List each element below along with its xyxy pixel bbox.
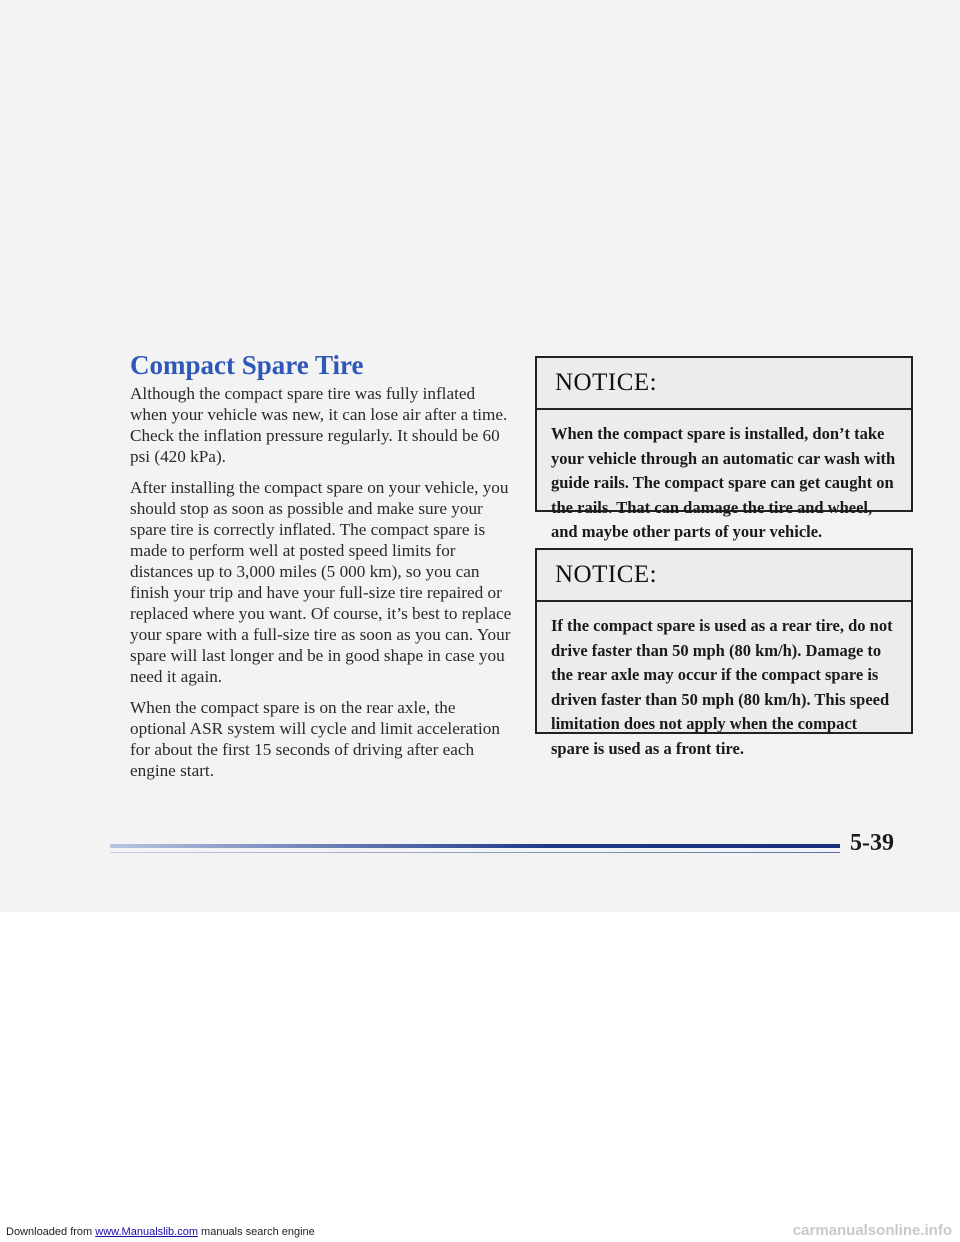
footer-rule-thin bbox=[110, 852, 840, 853]
footer-prefix: Downloaded from bbox=[6, 1226, 96, 1238]
paragraph-asr: When the compact spare is on the rear axle, the optional ASR system will cycle and limit acceleration for about the first 15 seconds of driving after each engine start. bbox=[130, 698, 500, 780]
page-number: 5-39 bbox=[850, 830, 894, 856]
paragraph-after-installing: After installing the compact spare on your vehicle, you should stop as soon as possible and make sure your spare tire is correctly inflated. The compact spare is made to perform well at posted speed limits for distances up to 3,000 miles (5 000 km), so you can finish your trip and have your full-size tire repaired or replaced where you want. Of course, it’s best to replace your spare with a full-size tire as soon as you can. Your spare will last longer and be in good shape in case you need it again. bbox=[130, 478, 512, 686]
section-title: Compact Spare Tire bbox=[130, 350, 364, 380]
footer-rule bbox=[110, 844, 840, 848]
notice-heading: NOTICE: bbox=[537, 550, 911, 602]
body-text-column bbox=[130, 383, 512, 791]
notice-heading: NOTICE: bbox=[537, 358, 911, 410]
manualslib-link[interactable]: www.Manualslib.com bbox=[95, 1226, 198, 1238]
watermark-text: carmanualsonline.info bbox=[792, 1222, 952, 1239]
notice-text: When the compact spare is installed, don’t take your vehicle through an automatic car wash with guide rails. The compact spare can get caught on the rails. That can damage the tire and wheel, and maybe other parts of your vehicle. bbox=[551, 424, 896, 541]
notice-box-car-wash bbox=[535, 356, 913, 541]
notice-text: If the compact spare is used as a rear tire, do not drive faster than 50 mph (80 km/h). Damage to the rear axle may occur if the compact spare is driven faster than 50 mph (80 km/h). This speed limitation does not apply when the compact spare is used as a front tire. bbox=[551, 616, 893, 758]
paragraph-inflation: Although the compact spare tire was fully inflated when your vehicle was new, it can lose air after a time. Check the inflation pressure regularly. It should be 60 psi (420 kPa). bbox=[130, 384, 508, 466]
footer-suffix: manuals search engine bbox=[197, 1226, 315, 1238]
notice-box-speed-limit bbox=[535, 548, 913, 758]
download-footer bbox=[6, 1226, 315, 1238]
